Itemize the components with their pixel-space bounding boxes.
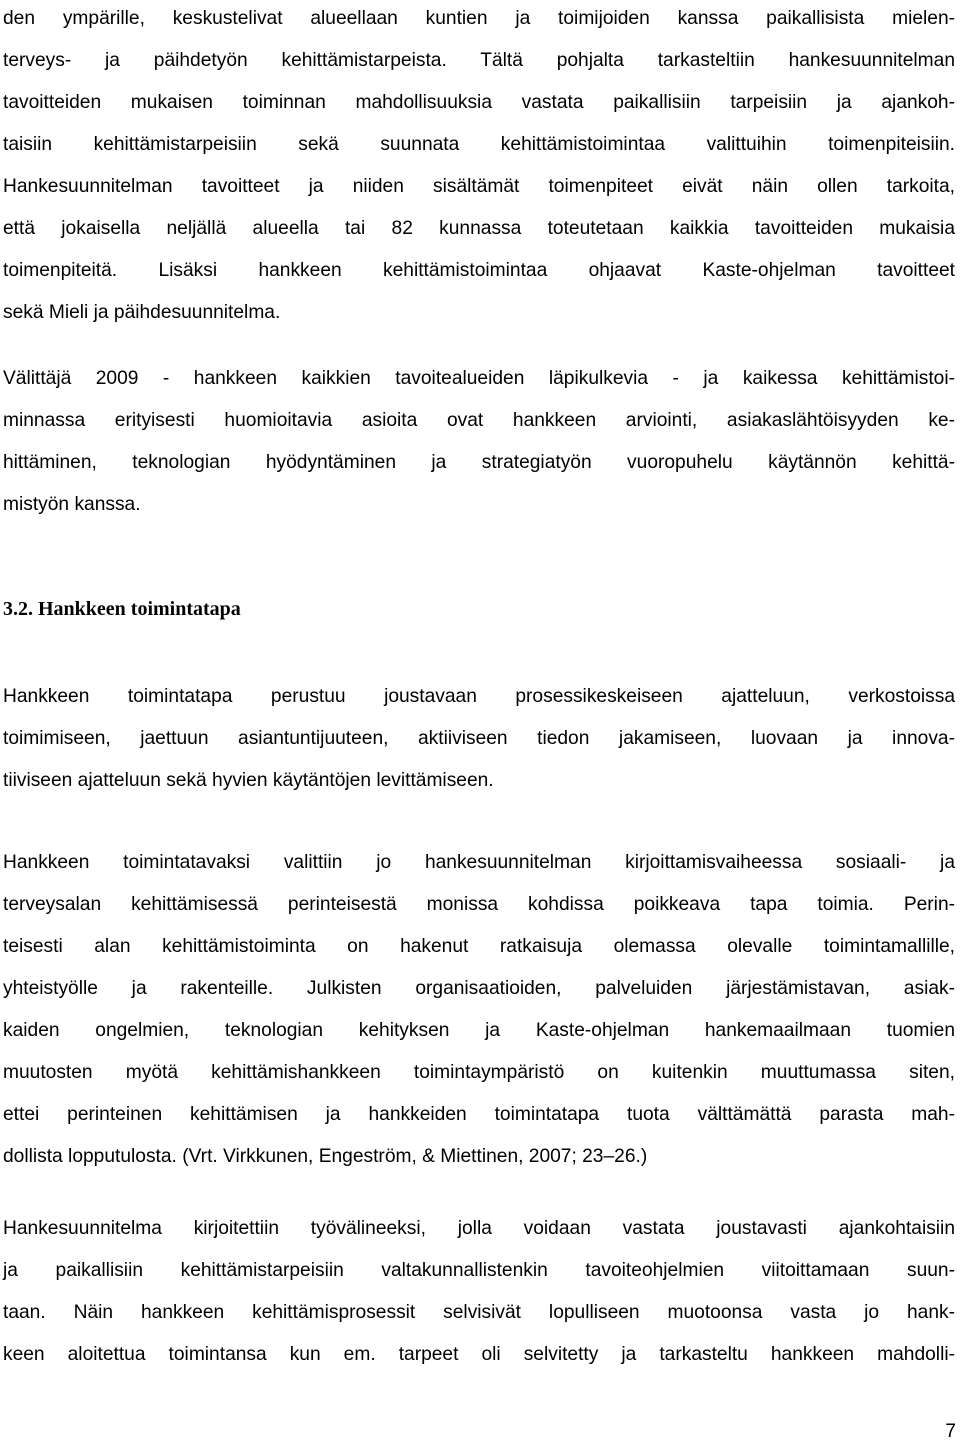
text-line: minnassa erityisesti huomioitavia asioita ovat hankkeen arviointi, asiakaslähtöisyyden ke-: [3, 410, 955, 431]
text-line: ettei perinteinen kehittämisen ja hankkeiden toimintatapa tuota välttämättä parasta mah-: [3, 1104, 955, 1125]
text-line: Välittäjä 2009 - hankkeen kaikkien tavoitealueiden läpikulkevia - ja kaikessa kehittämistoi-: [3, 368, 955, 389]
page-number: 7: [945, 1421, 956, 1442]
text-line: dollista lopputulosta. (Vrt. Virkkunen, Engeström, & Miettinen, 2007; 23–26.): [3, 1146, 648, 1167]
text-line: toimenpiteitä. Lisäksi hankkeen kehittämistoimintaa ohjaavat Kaste-ohjelman tavoitteet: [3, 260, 955, 281]
text-line: terveys- ja päihdetyön kehittämistarpeista. Tältä pohjalta tarkasteltiin hankesuunnitelman: [3, 50, 955, 71]
paragraph-2: [3, 358, 955, 526]
text-line: yhteistyölle ja rakenteille. Julkisten organisaatioiden, palveluiden järjestämistavan, asiak-: [3, 978, 955, 999]
text-line: Hankesuunnitelma kirjoitettiin työvälineeksi, jolla voidaan vastata joustavasti ajankohtaisiin: [3, 1218, 955, 1239]
text-line: Hankesuunnitelman tavoitteet ja niiden sisältämät toimenpiteet eivät näin ollen tarkoita,: [3, 176, 955, 197]
text-line: Hankkeen toimintatavaksi valittiin jo hankesuunnitelman kirjoittamisvaiheessa sosiaali- ja: [3, 852, 955, 873]
paragraph-1: [3, 0, 955, 334]
text-line: den ympärille, keskustelivat alueellaan kuntien ja toimijoiden kanssa paikallisista mielen-: [3, 8, 955, 29]
text-line: kaiden ongelmien, teknologian kehityksen ja Kaste-ohjelman hankemaailmaan tuomien: [3, 1020, 955, 1041]
text-line: mistyön kanssa.: [3, 494, 141, 515]
text-line: muutosten myötä kehittämishankkeen toimintaympäristö on kuitenkin muuttumassa siten,: [3, 1062, 955, 1083]
paragraph-3: [3, 676, 955, 802]
text-line: terveysalan kehittämisessä perinteisestä monissa kohdissa poikkeava tapa toimia. Perin-: [3, 894, 955, 915]
text-line: teisesti alan kehittämistoiminta on hakenut ratkaisuja olemassa olevalle toimintamallille,: [3, 936, 955, 957]
text-line: keen aloitettua toimintansa kun em. tarpeet oli selvitetty ja tarkasteltu hankkeen mahdolli-: [3, 1344, 955, 1365]
text-line: tavoitteiden mukaisen toiminnan mahdollisuuksia vastata paikallisiin tarpeisiin ja ajankoh-: [3, 92, 955, 113]
text-line: että jokaisella neljällä alueella tai 82 kunnassa toteutetaan kaikkia tavoitteiden mukaisia: [3, 218, 955, 239]
text-line: toimimiseen, jaettuun asiantuntijuuteen, aktiiviseen tiedon jakamiseen, luovaan ja innova-: [3, 728, 955, 749]
text-line: ja paikallisiin kehittämistarpeisiin valtakunnallistenkin tavoiteohjelmien viitoittamaan suun-: [3, 1260, 955, 1281]
text-line: hittäminen, teknologian hyödyntäminen ja strategiatyön vuoropuhelu käytännön kehittä-: [3, 452, 955, 473]
text-line: tiiviseen ajatteluun sekä hyvien käytäntöjen levittämiseen.: [3, 770, 494, 791]
text-line: sekä Mieli ja päihdesuunnitelma.: [3, 302, 281, 323]
text-line: taan. Näin hankkeen kehittämisprosessit selvisivät lopulliseen muotoonsa vasta jo hank-: [3, 1302, 955, 1323]
text-line: Hankkeen toimintatapa perustuu joustavaan prosessikeskeiseen ajatteluun, verkostoissa: [3, 686, 955, 707]
paragraph-5: [3, 1208, 955, 1376]
text-line: taisiin kehittämistarpeisiin sekä suunnata kehittämistoimintaa valittuihin toimenpiteisiin.: [3, 134, 955, 155]
paragraph-4: [3, 842, 955, 1178]
section-heading: 3.2. Hankkeen toimintatapa: [3, 598, 241, 620]
